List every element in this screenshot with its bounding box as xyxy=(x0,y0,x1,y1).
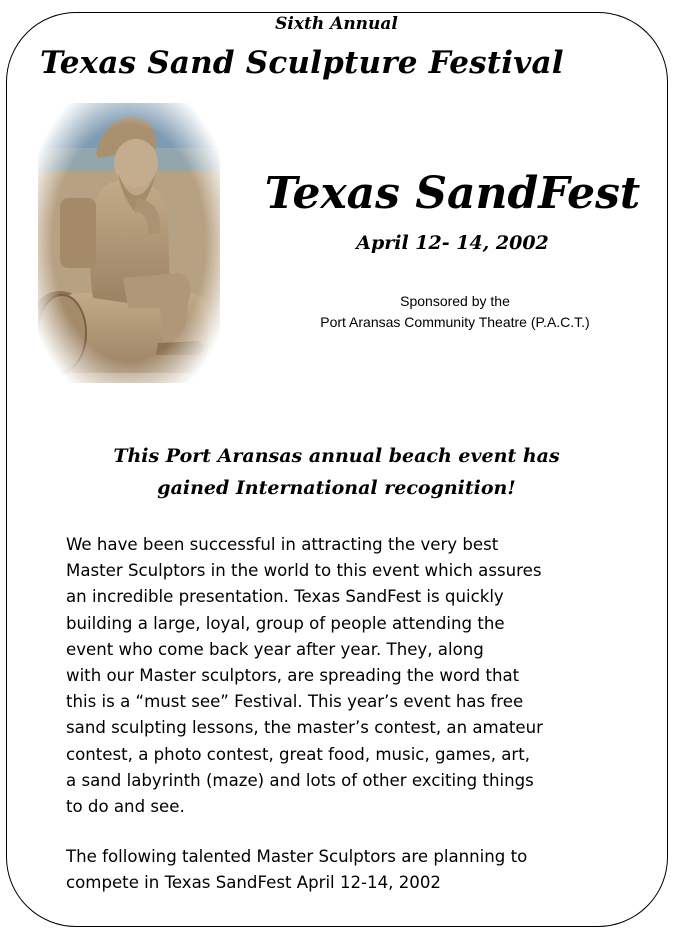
paragraph-line: compete in Texas SandFest April 12-14, 2002 xyxy=(66,873,441,893)
paragraph-line: to do and see. xyxy=(66,797,185,817)
edition-label: Sixth Annual xyxy=(275,14,398,34)
tagline xyxy=(60,440,613,504)
paragraph-line: event who come back year after year. They, along xyxy=(66,639,484,659)
paragraph-line: with our Master sculptors, are spreading the word that xyxy=(66,666,520,686)
paragraph-line: sand sculpting lessons, the master’s contest, an amateur xyxy=(66,718,543,738)
paragraph-line: this is a “must see” Festival. This year’s event has free xyxy=(66,692,524,712)
paragraph-line: The following talented Master Sculptors are planning to xyxy=(66,847,528,866)
tagline-line: This Port Aransas annual beach event has xyxy=(113,445,560,467)
paragraph-line: contest, a photo contest, great food, music, games, art, xyxy=(66,744,531,764)
sponsor-line: Sponsored by the xyxy=(400,293,510,309)
sponsor-name: Port Aransas Community Theatre (P.A.C.T.) xyxy=(320,314,590,330)
sponsor-block xyxy=(270,291,640,333)
paragraph-line: We have been successful in attracting the very best xyxy=(66,535,499,554)
tagline-line: gained International recognition! xyxy=(157,477,516,499)
event-dates: April 12- 14, 2002 xyxy=(356,232,549,254)
paragraph-line: an incredible presentation. Texas SandFest is quickly xyxy=(66,587,504,607)
paragraph-line: a sand labyrinth (maze) and lots of other exciting things xyxy=(66,770,534,790)
description-paragraph xyxy=(66,532,646,820)
festival-title: Texas Sand Sculpture Festival xyxy=(40,45,564,81)
paragraph-line: Master Sculptors in the world to this event which assures xyxy=(66,561,542,581)
paragraph-line: building a large, loyal, group of people attending the xyxy=(66,613,505,633)
sand-sculpture-photo xyxy=(38,103,220,383)
event-title: Texas SandFest xyxy=(264,168,641,219)
closing-paragraph xyxy=(66,844,646,896)
